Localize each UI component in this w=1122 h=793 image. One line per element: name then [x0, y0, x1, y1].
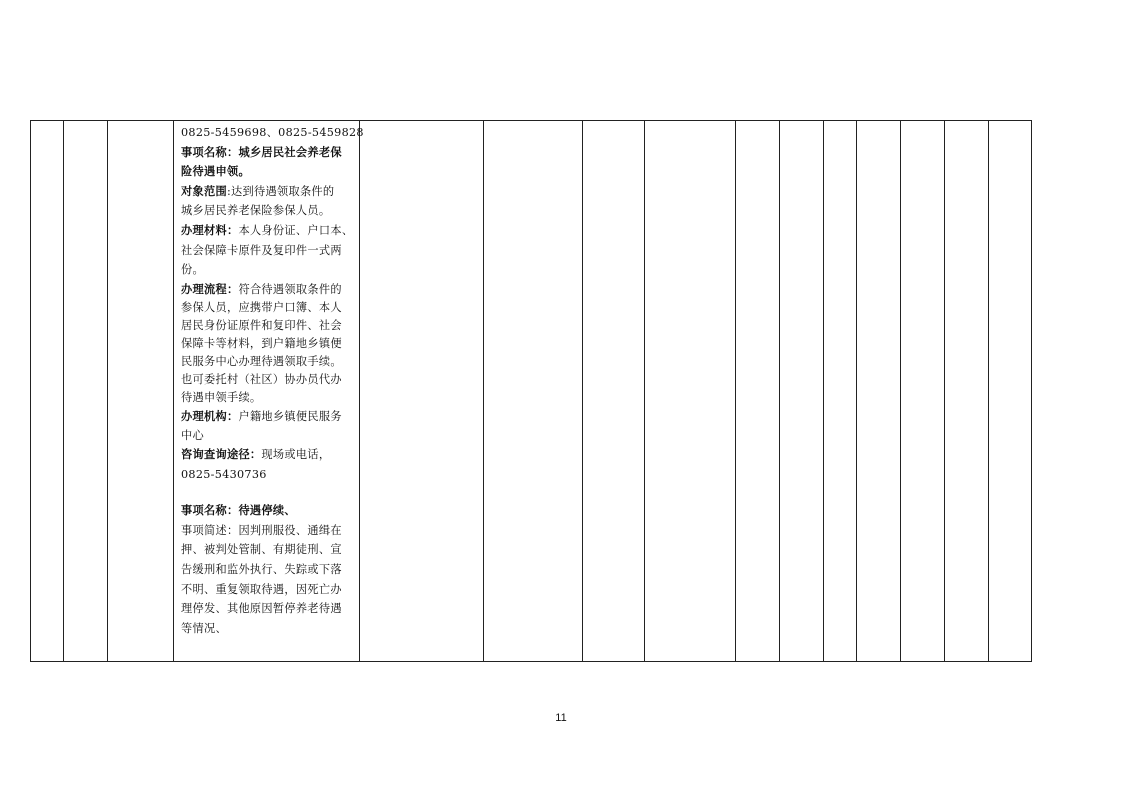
item1-materials-line — [181, 221, 353, 241]
item1-process-text-cont: 参保人员，应携带户口簿、本人 — [181, 301, 342, 315]
item1-scope-text: :达到待遇领取条件的 — [226, 184, 335, 198]
page-number: 11 — [555, 712, 567, 724]
item1-agency-text-cont: 中心 — [181, 428, 204, 442]
item1-materials-text-cont: 份。 — [181, 263, 204, 277]
item1-process-line — [181, 280, 353, 300]
item1-name-label: 事项名称： — [181, 144, 239, 159]
table-cell-empty — [645, 121, 736, 662]
item1-process-text: 符合待遇领取条件的 — [238, 282, 342, 296]
item1-agency-text: 户籍地乡镇便民服务 — [238, 410, 342, 424]
item1-consult-label: 咨询查询途径： — [181, 446, 262, 461]
item1-scope-line — [181, 182, 353, 202]
table-cell-empty — [360, 121, 484, 662]
service-items-table — [30, 120, 1032, 662]
item1-consult-line — [181, 445, 353, 465]
item1-process-label: 办理流程： — [181, 281, 239, 296]
item1-process-text-cont: 居民身份证原件和复印件、社会 — [181, 319, 342, 333]
item1-process-text-cont: 民服务中心办理待遇领取手续。 — [181, 355, 342, 369]
table-cell-empty — [583, 121, 645, 662]
table-cell-empty — [31, 121, 64, 662]
item2-desc-line: 等情况、 — [181, 621, 227, 635]
item1-agency-line — [181, 407, 353, 427]
table-cell-empty — [901, 121, 945, 662]
item1-materials-text: 本人身份证、户口本、 — [238, 223, 354, 237]
table-cell-empty — [108, 121, 174, 662]
item1-scope-text-cont: 城乡居民养老保险参保人员。 — [181, 204, 331, 218]
table-cell-empty — [857, 121, 901, 662]
table-cell-empty — [824, 121, 857, 662]
item1-process-text-cont: 也可委托村（社区）协办员代办 — [181, 373, 342, 387]
item2-desc-line: 不明、重复领取待遇，因死亡办 — [181, 582, 342, 596]
item1-agency-label: 办理机构： — [181, 409, 239, 424]
table-row — [31, 121, 1032, 662]
item1-scope-label: 对象范围 — [181, 183, 227, 198]
item1-process-text-cont: 待遇申领手续。 — [181, 391, 262, 405]
table-cell-empty — [64, 121, 108, 662]
contact-phone-top: 0825-5459698、0825-5459828 — [181, 126, 364, 139]
item1-consult-text: 现场或电话， — [261, 447, 331, 461]
table-cell-empty — [484, 121, 583, 662]
item1-name-line — [181, 143, 353, 163]
table-cell-empty — [780, 121, 824, 662]
item2-desc-line: 事项简述：因判刑服役、通缉在 — [181, 523, 342, 537]
table-cell-empty — [989, 121, 1032, 662]
item2-desc-line: 告缓刑和监外执行、失踪或下落 — [181, 562, 342, 576]
item1-materials-text-cont: 社会保障卡原件及复印件一式两 — [181, 243, 342, 257]
item1-name-value-cont: 险待遇申领。 — [181, 164, 250, 179]
item1-process-text-cont: 保障卡等材料，到户籍地乡镇便 — [181, 337, 342, 351]
service-content-cell — [174, 121, 364, 662]
item1-materials-label: 办理材料： — [181, 222, 239, 237]
item1-consult-phone: 0825-5430736 — [181, 467, 267, 481]
table-cell-empty — [945, 121, 989, 662]
item1-name-value: 城乡居民社会养老保 — [238, 144, 342, 159]
table-cell-empty — [736, 121, 780, 662]
section-spacer — [181, 484, 353, 501]
item2-name-line: 事项名称：待遇停续、 — [181, 503, 296, 518]
item2-desc-line: 理停发、其他原因暂停养老待遇 — [181, 602, 342, 616]
item2-desc-line: 押、被判处管制、有期徒刑、宣 — [181, 543, 342, 557]
